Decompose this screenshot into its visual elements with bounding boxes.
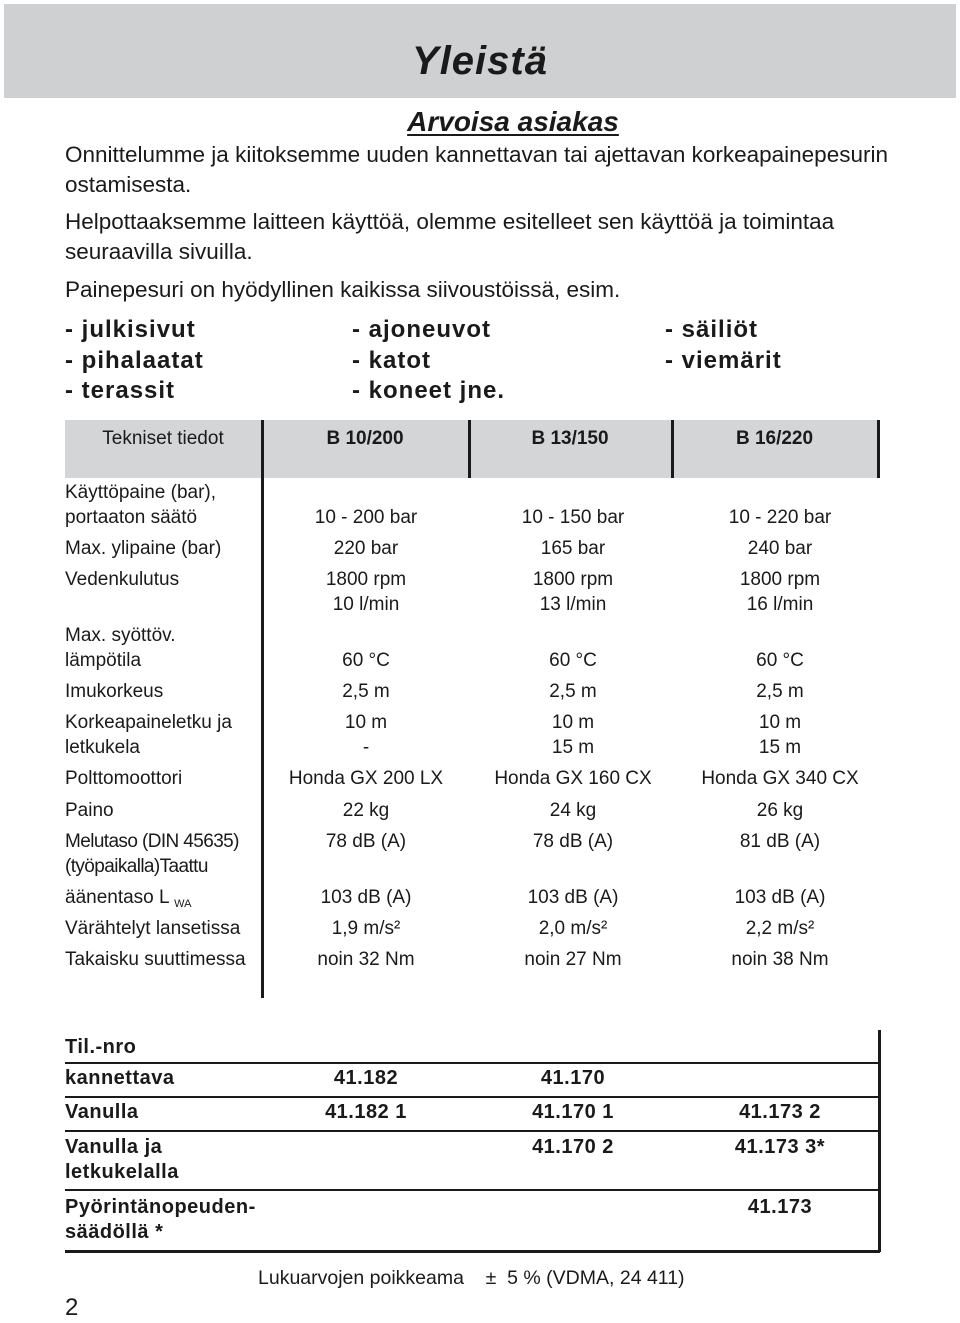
spec-value: - [362, 737, 370, 758]
spec-value: 60 °C [756, 650, 804, 671]
intro-paragraph-1: Onnittelumme ja kiitoksemme uuden kannettavan tai ajettavan korkeapainepesurin ostamisesta. [65, 142, 888, 197]
spec-value: 26 kg [756, 800, 804, 821]
order-label: säädöllä * [65, 1221, 164, 1243]
spec-label: Käyttöpaine (bar), [65, 482, 217, 503]
row-divider [65, 1250, 880, 1253]
order-header: Til.-nro [65, 1036, 137, 1058]
order-number: 41.182 1 [325, 1101, 407, 1123]
order-number: 41.170 [540, 1067, 606, 1089]
spec-value: 2,5 m [342, 681, 390, 702]
spec-value: 2,5 m [756, 681, 804, 702]
spec-value: 1,9 m/s² [331, 918, 401, 939]
subscript: WA [174, 898, 192, 910]
spec-label: Paino [65, 800, 114, 821]
tech-header-model: B 10/200 [326, 428, 404, 449]
order-number: 41.173 3* [734, 1136, 826, 1158]
spec-value: 1800 rpm [325, 569, 407, 590]
use-item: - pihalaatat [65, 346, 204, 374]
spec-value: 60 °C [549, 650, 597, 671]
spec-value: 10 l/min [332, 594, 400, 615]
order-label: Vanulla ja [65, 1136, 163, 1158]
page-number: 2 [65, 1294, 79, 1321]
order-number: 41.173 [747, 1196, 813, 1218]
spec-label: Vedenkulutus [65, 569, 180, 590]
spec-value: 2,0 m/s² [538, 918, 608, 939]
order-number: 41.182 [333, 1067, 399, 1089]
spec-value: 10 m [551, 712, 595, 733]
subtitle: Arvoisa asiakas [407, 106, 619, 137]
spec-label: (työpaikalla)Taattu [65, 856, 208, 877]
tolerance-note: Lukuarvojen poikkeama ± 5 % (VDMA, 24 411) [258, 1267, 685, 1289]
spec-label: Värähtelyt lansetissa [65, 918, 241, 939]
spec-value: 16 l/min [746, 594, 814, 615]
row-divider [65, 1062, 880, 1064]
intro-paragraph-3: Painepesuri on hyödyllinen kaikissa siivoustöissä, esim. [65, 277, 621, 302]
spec-label: Imukorkeus [65, 681, 164, 702]
spec-value: noin 32 Nm [317, 949, 415, 970]
spec-value: 165 bar [540, 538, 606, 559]
spec-value: 24 kg [549, 800, 597, 821]
spec-value: 78 dB (A) [532, 831, 614, 852]
spec-label: Polttomoottori [65, 768, 183, 789]
order-label: Pyörintänopeuden- [65, 1196, 256, 1218]
spec-value: noin 27 Nm [524, 949, 622, 970]
order-label: Vanulla [65, 1101, 139, 1123]
spec-value: 15 m [758, 737, 802, 758]
use-item: - viemärit [665, 346, 782, 374]
use-item: - koneet jne. [352, 377, 506, 404]
spec-value: 240 bar [747, 538, 813, 559]
spec-label: Max. ylipaine (bar) [65, 538, 222, 559]
order-number: 41.173 2 [739, 1101, 821, 1123]
spec-value: 22 kg [342, 800, 390, 821]
order-number: 41.170 2 [532, 1136, 614, 1158]
order-label: letkukelalla [65, 1161, 179, 1183]
spec-value: 10 - 200 bar [314, 507, 418, 528]
spec-value: 1800 rpm [739, 569, 821, 590]
spec-value: Honda GX 160 CX [494, 768, 652, 789]
spec-value: noin 38 Nm [731, 949, 829, 970]
spec-value: 2,2 m/s² [745, 918, 815, 939]
spec-value: 13 l/min [539, 594, 607, 615]
row-divider [65, 1130, 880, 1132]
spec-value: 10 m [758, 712, 802, 733]
uses-column-1 [65, 315, 204, 407]
spec-label: lämpötila [65, 650, 142, 671]
spec-label: Max. syöttöv. [65, 625, 176, 646]
use-item: - säiliöt [665, 316, 759, 343]
spec-label: letkukela [65, 737, 140, 758]
spec-value: 81 dB (A) [739, 831, 821, 852]
uses-column-2 [352, 315, 505, 407]
spec-value: Honda GX 340 CX [701, 768, 859, 789]
spec-value: 2,5 m [549, 681, 597, 702]
spec-value: 10 m [344, 712, 388, 733]
page-title: Yleistä [412, 39, 548, 83]
uses-column-3 [665, 315, 782, 376]
spec-value: 10 - 220 bar [728, 507, 832, 528]
order-label: kannettava [65, 1067, 175, 1089]
spec-value: 1800 rpm [532, 569, 614, 590]
spec-value: 15 m [551, 737, 595, 758]
use-item: - terassit [65, 377, 176, 404]
spec-label: äänentaso L $_{WA}$ [65, 887, 192, 910]
spec-value: 220 bar [333, 538, 399, 559]
use-item: - julkisivut [65, 316, 196, 343]
spec-label: Korkeapaineletku ja [65, 712, 232, 733]
tech-header-label: Tekniset tiedot [102, 428, 224, 449]
column-divider [877, 420, 880, 478]
row-divider [65, 1189, 880, 1191]
spec-value: 103 dB (A) [734, 887, 826, 908]
spec-value: 60 °C [342, 650, 390, 671]
spec-value: 78 dB (A) [325, 831, 407, 852]
tech-header-model: B 13/150 [531, 428, 609, 449]
spec-value: 10 - 150 bar [521, 507, 625, 528]
spec-label: Takaisku suuttimessa [65, 949, 246, 970]
spec-label: Melutaso (DIN 45635) [65, 831, 239, 852]
spec-label: portaaton säätö [65, 507, 198, 528]
tech-header-model: B 16/220 [735, 428, 814, 449]
spec-value: 103 dB (A) [320, 887, 412, 908]
use-item: - ajoneuvot [352, 316, 492, 343]
spec-value: 103 dB (A) [527, 887, 619, 908]
order-number: 41.170 1 [532, 1101, 614, 1123]
intro-paragraph-2: Helpottaaksemme laitteen käyttöä, olemme esitelleet sen käyttöä ja toimintaa seuraavilla sivuilla. [65, 209, 835, 264]
use-item: - katot [352, 346, 431, 374]
spec-value: Honda GX 200 LX [288, 768, 444, 789]
row-divider [65, 1096, 880, 1098]
